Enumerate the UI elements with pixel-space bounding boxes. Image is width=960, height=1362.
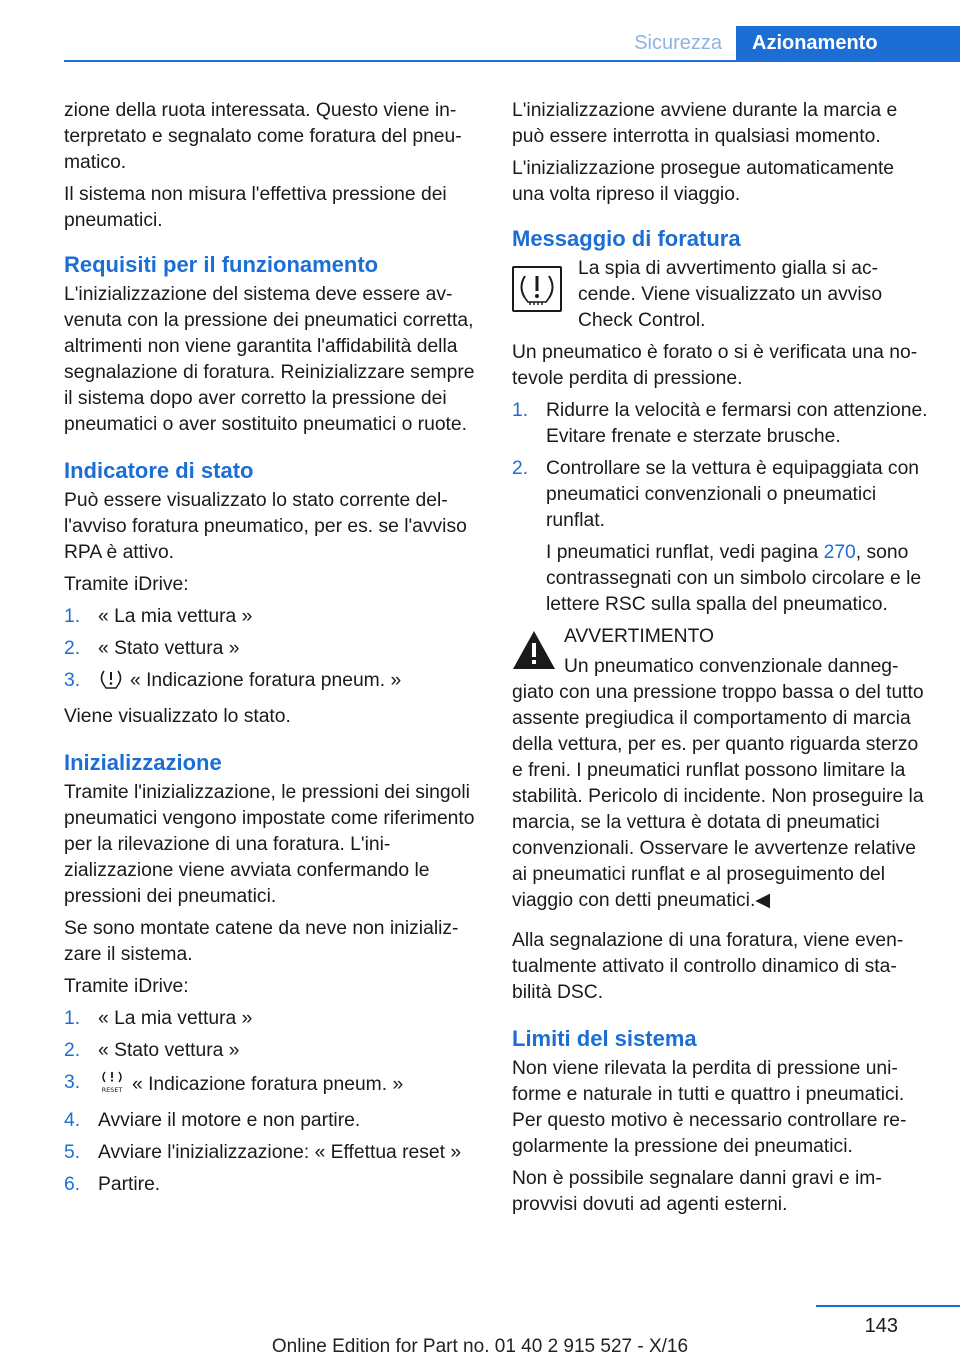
intro-paragraph-2: Il sistema non misura l'effettiva pressione dei pneumatici. [64, 184, 447, 231]
list-item: 1. « La mia vettura » [64, 1008, 253, 1029]
page-header [64, 26, 960, 62]
warning-text: Un pneumatico convenzionale danneggiato con una pressione troppo bassa o del tutto assente pregiudica il comportamento di marcia della vettura, per es. per quanto riguarda sterzo e freni. I pneumatici runflat possono limitare la stabilità. Pericolo di incidente. Non proseguire la marcia, se la vettura è dotata di pneumatici convenzionali. Osservare le avvertenze relative ai pneumatici runflat e al proseguimento del viaggio con detti pneumatici.◀ [512, 656, 924, 911]
status-indicator-heading: Indicatore di stato [64, 458, 254, 483]
system-limits-heading: Limiti del sistema [512, 1026, 697, 1051]
list-item: 2. « Stato vettura » [64, 1040, 240, 1061]
svg-text:RESET: RESET [101, 1086, 123, 1094]
system-limits-paragraph-1: Non viene rilevata la perdita di pressione uniforme e naturale in tutti e quattro i pneumatici. Per questo motivo è necessario controllare regolarmente la pressione dei pneumatici. [512, 1058, 907, 1157]
drive-paragraph-1: L'inizializzazione avviene durante la marcia e può essere interrotta in qualsiasi momento. [512, 100, 898, 147]
warning-lamp-text: La spia di avvertimento gialla si accende. Viene visualizzato un avviso Check Control. [578, 258, 883, 331]
page-reference-link[interactable]: 270 [823, 542, 856, 563]
initialization-paragraph: Tramite l'inizializzazione, le pressioni dei singoli pneumatici vengono impostate come riferimento per la rilevazione di una foratura. L'inizializzazione viene avviata confermando le pressioni dei pneumatici. [64, 782, 475, 907]
list-item: 5. Avviare l'inizializzazione: « Effettua reset » [64, 1142, 462, 1163]
flat-tire-steps-list [512, 398, 928, 618]
warning-lamp-block [512, 256, 928, 334]
warning-block [512, 624, 928, 914]
list-item: 2. « Stato vettura » [64, 638, 240, 659]
warning-lamp-icon [512, 266, 562, 312]
header-section-sicurezza[interactable]: Sicurezza [634, 32, 722, 54]
init-idrive-label: Tramite iDrive: [64, 976, 189, 997]
header-divider [64, 60, 960, 62]
list-item: 3. « Indicazione foratura pneum. » [64, 668, 480, 698]
tire-pressure-icon [98, 668, 124, 698]
list-item: 1. « La mia vettura » [64, 606, 253, 627]
initialization-heading: Inizializzazione [64, 750, 222, 775]
list-item: 1. Ridurre la velocità e fermarsi con attenzione. Evitare frenate e sterzate brusche. [512, 400, 928, 447]
dsc-paragraph: Alla segnalazione di una foratura, viene eventualmente attivato il controllo dinamico di stabilità DSC. [512, 930, 904, 1003]
header-chapter-azionamento[interactable]: Azionamento [736, 26, 960, 62]
status-idrive-label: Tramite iDrive: [64, 574, 189, 595]
list-item: 6. Partire. [64, 1174, 161, 1195]
requirements-paragraph: L'inizializzazione del sistema deve essere avvenuta con la pressione dei pneumatici corretta, altrimenti non viene garantita l'affidabilità della segnalazione di foratura. Reinizializzare sempre il sistema dopo aver corretto la pressione dei pneumatici o aver sostituito pneumatici o ruote. [64, 284, 475, 435]
flat-tire-paragraph: Un pneumatico è forato o si è verificata una notevole perdita di pressione. [512, 342, 918, 389]
requirements-heading: Requisiti per il funzionamento [64, 252, 379, 277]
list-item: 4. Avviare il motore e non partire. [64, 1110, 361, 1131]
warning-triangle-icon [512, 630, 556, 670]
initialization-steps-list [64, 1006, 480, 1198]
list-item: 3. RESET « Indicazione foratura pneum. » [64, 1070, 480, 1102]
status-indicator-paragraph: Può essere visualizzato lo stato corrente dell'avviso foratura pneumatico, per es. se l'avviso RPA è attivo. [64, 490, 467, 563]
system-limits-paragraph-2: Non è possibile segnalare danni gravi e improvvisi dovuti ad agenti esterni. [512, 1168, 882, 1215]
left-column [64, 98, 480, 1204]
footer-divider [816, 1305, 960, 1307]
runflat-note: I pneumatici runflat, vedi pagina 270, sono contrassegnati con un simbolo circolare e le lettere RSC sulla spalla del pneumatico. [546, 542, 922, 615]
flat-tire-message-heading: Messaggio di foratura [512, 226, 741, 251]
status-result-text: Viene visualizzato lo stato. [64, 706, 291, 727]
page-number: 143 [864, 1315, 898, 1337]
warning-title: AVVERTIMENTO [564, 626, 714, 647]
status-steps-list [64, 604, 480, 698]
snow-chains-note: Se sono montate catene da neve non inizializzare il sistema. [64, 918, 459, 965]
tire-reset-icon [98, 1070, 126, 1102]
right-column [512, 98, 928, 1224]
drive-paragraph-2: L'inizializzazione prosegue automaticamente una volta ripreso il viaggio. [512, 158, 895, 205]
intro-paragraph-1: zione della ruota interessata. Questo viene interpretato e segnalato come foratura del pneumatico. [64, 100, 462, 173]
list-item: 2. Controllare se la vettura è equipaggiata con pneumatici convenzionali o pneumatici runflat. I pneumatici runflat, vedi pagina 270, sono contrassegnati con un simbolo circolare e le lettere RSC sulla spalla del pneumatico. [512, 456, 928, 618]
footer-edition-text: Online Edition for Part no. 01 40 2 915 527 - X/16 [271, 1336, 689, 1357]
